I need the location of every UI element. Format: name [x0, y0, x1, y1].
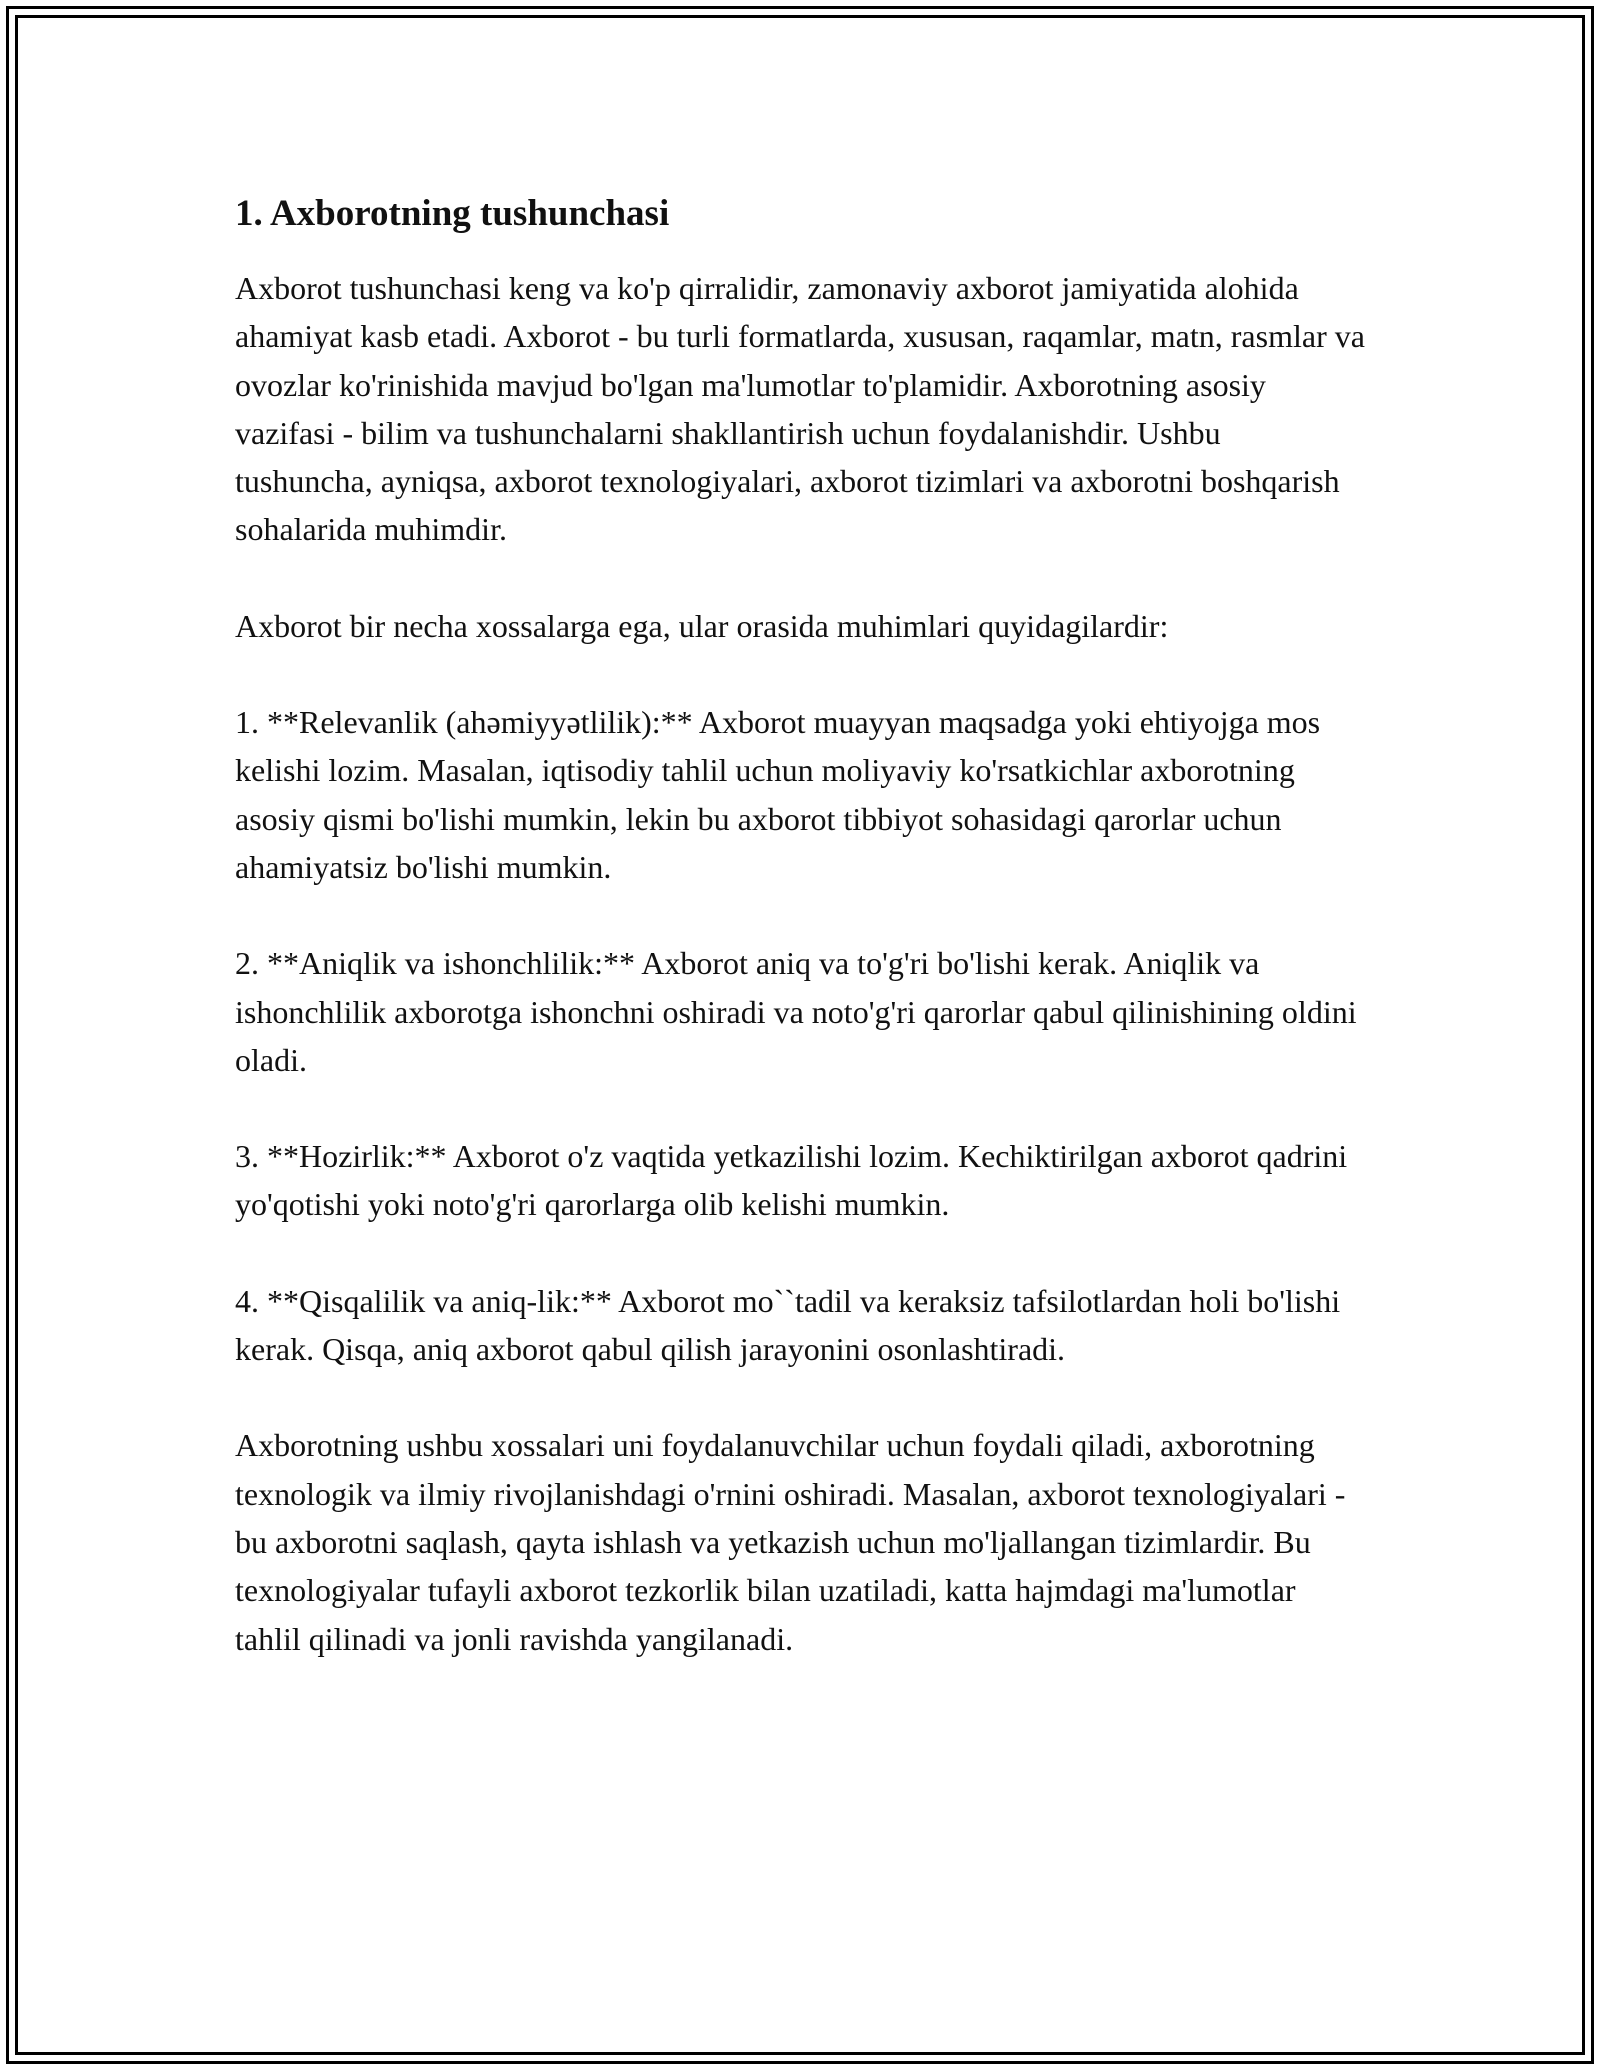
- property-relevance-paragraph: 1. **Relevanlik (ahəmiyyətlilik):** Axborot muayyan maqsadga yoki ehtiyojga mos kelishi lozim. Masalan, iqtisodiy tahlil uchun moliyaviy ko'rsatkichlar axborotning asosiy qismi bo'lishi mumkin, lekin bu axborot tibbiyot sohasidagi qarorlar uchun ahamiyatsiz bo'lishi mumkin.: [235, 704, 1321, 885]
- document-body: [235, 186, 1365, 1711]
- section-heading: 1. Axborotning tushunchasi: [235, 193, 670, 234]
- property-accuracy-paragraph: 2. **Aniqlik va ishonchlilik:** Axborot aniq va to'g'ri bo'lishi kerak. Aniqlik va ishonchlilik axborotga ishonchni oshiradi va noto'g'ri qarorlar qabul qilinishining oldini oladi.: [235, 945, 1357, 1078]
- intro-paragraph: Axborot tushunchasi keng va ko'p qirralidir, zamonaviy axborot jamiyatida alohida ahamiyat kasb etadi. Axborot - bu turli formatlarda, xususan, raqamlar, matn, rasmlar va ovozlar ko'rinishida mavjud bo'lgan ma'lumotlar to'plamidir. Axborotning asosiy vazifasi - bilim va tushunchalarni shakllantirish uchun foydalanishdir. Ushbu tushuncha, ayniqsa, axborot texnologiyalari, axborot tizimlari va axborotni boshqarish sohalarida muhimdir.: [235, 270, 1365, 548]
- conclusion-paragraph: Axborotning ushbu xossalari uni foydalanuvchilar uchun foydali qiladi, axborotning texnologik va ilmiy rivojlanishdagi o'rnini oshiradi. Masalan, axborot texnologiyalari - bu axborotni saqlash, qayta ishlash va yetkazish uchun mo'ljallangan tizimlardir. Bu texnologiyalar tufayli axborot tezkorlik bilan uzatiladi, katta hajmdagi ma'lumotlar tahlil qilinadi va jonli ravishda yangilanadi.: [235, 1427, 1346, 1657]
- property-timeliness-paragraph: 3. **Hozirlik:** Axborot o'z vaqtida yetkazilishi lozim. Kechiktirilgan axborot qadrini yo'qotishi yoki noto'g'ri qarorlarga olib kelishi mumkin.: [235, 1138, 1348, 1223]
- property-conciseness-paragraph: 4. **Qisqalilik va aniq-lik:** Axborot mo``tadil va keraksiz tafsilotlardan holi bo'lishi kerak. Qisqa, aniq axborot qabul qilish jarayonini osonlashtiradi.: [235, 1282, 1341, 1368]
- properties-lead-paragraph: Axborot bir necha xossalarga ega, ular orasida muhimlari quyidagilardir:: [235, 607, 1169, 644]
